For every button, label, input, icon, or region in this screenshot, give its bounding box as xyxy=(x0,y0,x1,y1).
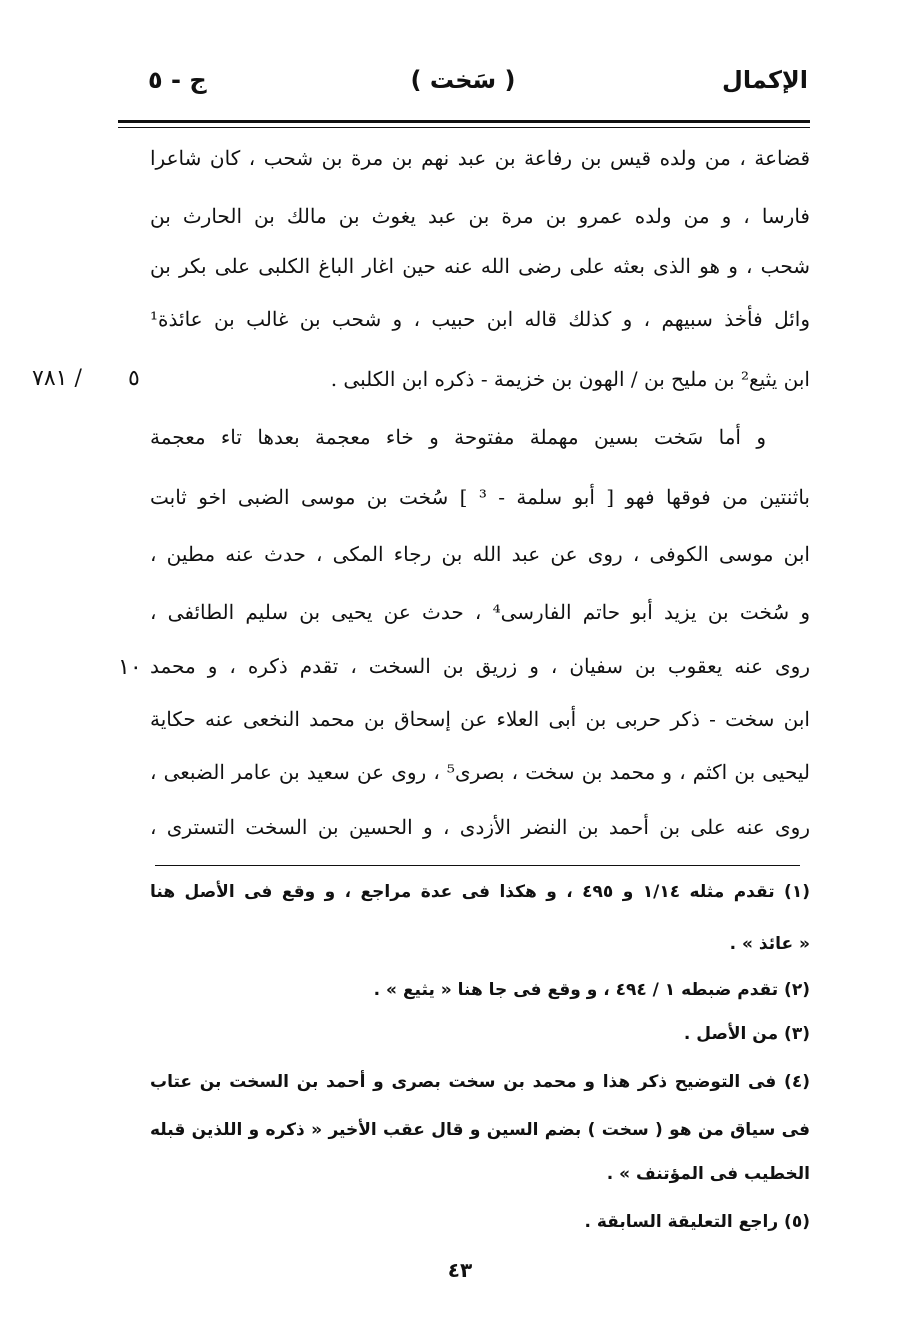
footnote: (٢) تقدم ضبطه ١ / ٤٩٤ ، و وقع فى جا هنا « يثيع » . xyxy=(373,980,810,1000)
volume-label: ج - ٥ xyxy=(148,66,207,94)
body-line: ليحيى بن اكثم ، و محمد بن سخت ، بصرى⁵ ، روى عن سعيد بن عامر الضبعى ، xyxy=(150,760,810,784)
margin-line-number: ١٠ xyxy=(118,655,142,680)
header-rule-thin xyxy=(118,127,810,128)
footnote: الخطيب فى المؤتنف » . xyxy=(606,1164,810,1184)
footnote: (٥) راجع التعليقة السابقة . xyxy=(584,1212,810,1232)
body-line: و أما سَخت بسين مهملة مفتوحة و خاء معجمة بعدها تاء معجمة xyxy=(150,425,766,449)
body-line: روى عنه على بن أحمد بن النضر الأزدى ، و الحسين بن السخت التسترى ، xyxy=(150,815,810,839)
footnote: (١) تقدم مثله ١/١٤ و ٤٩٥ ، و هكذا فى عدة مراجع ، و وقع فى الأصل هنا xyxy=(150,882,810,902)
running-header xyxy=(118,66,808,106)
body-line: ابن موسى الكوفى ، روى عن عبد الله بن رجاء المكى ، حدث عنه مطين ، xyxy=(150,542,810,566)
header-rule-thick xyxy=(118,120,810,123)
body-line: و سُخت بن يزيد أبو حاتم الفارسى⁴ ، حدث عن يحيى بن سليم الطائفى ، xyxy=(150,600,810,624)
entry-title: ( سَخت ) xyxy=(410,66,516,94)
body-line: ابن سخت - ذكر حربى بن أبى العلاء عن إسحاق بن محمد النخعى عنه حكاية xyxy=(150,707,810,731)
footnote-rule xyxy=(155,865,800,866)
page-number: ٤٣ xyxy=(447,1258,473,1282)
body-line: شحب ، و هو الذى بعثه على رضى الله عنه حين اغار الباغ الكلبى على بكر بن xyxy=(150,254,810,278)
body-line: وائل فأخذ سبيهم ، و كذلك قاله ابن حبيب ، و شحب بن غالب بن عائذة¹ xyxy=(150,307,810,331)
body-line: فارسا ، و من ولده عمرو بن مرة بن عبد يغوث بن مالك بن الحارث بن xyxy=(150,204,810,228)
margin-reference: / ٧٨١ xyxy=(32,366,82,391)
footnote: فى سياق من هو ( سخت ) بضم السين و قال عقب الأخير « ذكره و اللذين قبله xyxy=(150,1120,810,1140)
body-line: قضاعة ، من ولده قيس بن رفاعة بن عبد نهم بن مرة بن شحب ، كان شاعرا xyxy=(150,146,810,170)
footnote: « عائذ » . xyxy=(729,934,810,954)
body-line: باثنتين من فوقها فهو [ أبو سلمة - ³ ] سُخت بن موسى الضبى اخو ثابت xyxy=(150,485,810,509)
book-title: الإكمال xyxy=(722,66,808,94)
footnote: (٣) من الأصل . xyxy=(683,1024,810,1044)
body-line: ابن يثيع² بن مليح بن / الهون بن خزيمة - ذكره ابن الكلبى . xyxy=(330,367,810,391)
body-line: روى عنه يعقوب بن سفيان ، و زريق بن السخت ، تقدم ذكره ، و محمد xyxy=(150,654,810,678)
footnote: (٤) فى التوضيح ذكر هذا و محمد بن سخت بصرى و أحمد بن السخت بن عتاب xyxy=(150,1072,810,1092)
margin-line-number: ٥ xyxy=(128,366,140,391)
